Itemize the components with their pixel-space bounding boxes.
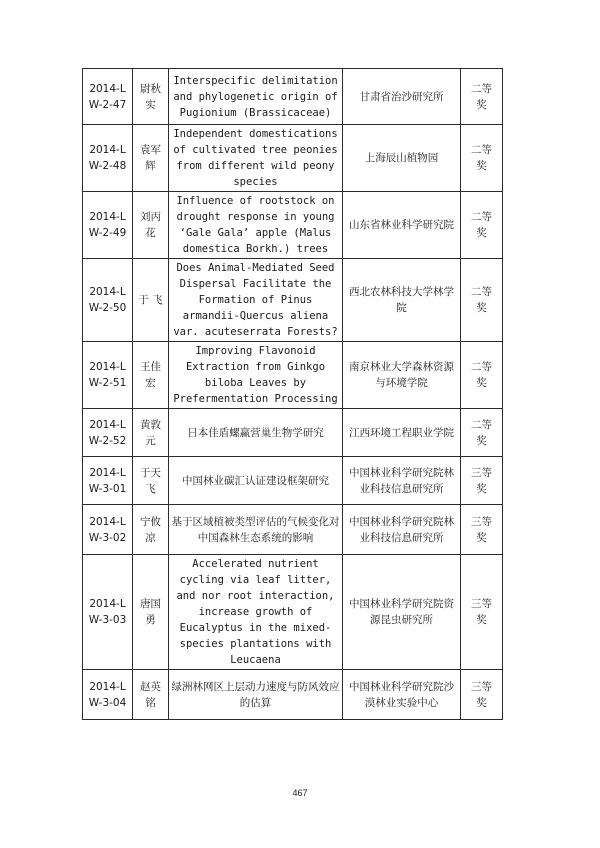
table-row bbox=[83, 555, 503, 670]
paper-title: Does Animal-Mediated Seed Dispersal Facilitate the Formation of Pinus armandii-Quercus aliena var. acuteserrata Forests? bbox=[169, 259, 343, 342]
award-grade: 三等奖 bbox=[461, 555, 503, 670]
author-name: 于天飞 bbox=[133, 457, 169, 505]
paper-title: 基于区域植被类型评估的气候变化对中国森林生态系统的影响 bbox=[169, 505, 343, 555]
organization: 甘肃省治沙研究所 bbox=[343, 69, 461, 125]
paper-title: Improving Flavonoid Extraction from Ginkgo biloba Leaves by Prefermentation Processing bbox=[169, 342, 343, 409]
organization: 上海辰山植物园 bbox=[343, 125, 461, 192]
organization: 南京林业大学森林资源与环境学院 bbox=[343, 342, 461, 409]
organization: 西北农林科技大学林学院 bbox=[343, 259, 461, 342]
page-number: 467 bbox=[292, 788, 308, 798]
award-grade: 三等奖 bbox=[461, 505, 503, 555]
paper-title: Accelerated nutrient cycling via leaf litter, and nor root interaction, increase growth of Eucalyptus in the mixed-species plantations with Leucaena bbox=[169, 555, 343, 670]
organization: 中国林业科学研究院林业科技信息研究所 bbox=[343, 457, 461, 505]
organization: 江西环境工程职业学院 bbox=[343, 409, 461, 457]
award-grade: 二等奖 bbox=[461, 192, 503, 259]
paper-title: Influence of rootstock on drought response in young ‘Gale Gala’ apple (Malus domestica Borkh.) trees bbox=[169, 192, 343, 259]
award-id: 2014-LW-2-51 bbox=[83, 342, 133, 409]
award-grade: 二等奖 bbox=[461, 409, 503, 457]
author-name: 黄敦元 bbox=[133, 409, 169, 457]
author-name: 于 飞 bbox=[133, 259, 169, 342]
award-id: 2014-LW-2-47 bbox=[83, 69, 133, 125]
award-id: 2014-LW-3-02 bbox=[83, 505, 133, 555]
table-row bbox=[83, 69, 503, 125]
award-id: 2014-LW-2-48 bbox=[83, 125, 133, 192]
table-row bbox=[83, 457, 503, 505]
table-row bbox=[83, 670, 503, 720]
awards-table bbox=[82, 68, 503, 720]
table-row bbox=[83, 259, 503, 342]
award-id: 2014-LW-2-49 bbox=[83, 192, 133, 259]
author-name: 袁军辉 bbox=[133, 125, 169, 192]
paper-title: 日本佳盾螺赢营巢生物学研究 bbox=[169, 409, 343, 457]
award-id: 2014-LW-3-01 bbox=[83, 457, 133, 505]
table-row bbox=[83, 505, 503, 555]
author-name: 尉秋实 bbox=[133, 69, 169, 125]
table-row bbox=[83, 342, 503, 409]
award-id: 2014-LW-2-50 bbox=[83, 259, 133, 342]
award-grade: 二等奖 bbox=[461, 125, 503, 192]
award-id: 2014-LW-3-04 bbox=[83, 670, 133, 720]
award-grade: 三等奖 bbox=[461, 670, 503, 720]
paper-title: 中国林业碳汇认证建设框架研究 bbox=[169, 457, 343, 505]
award-grade: 二等奖 bbox=[461, 259, 503, 342]
paper-title: Independent domestications of cultivated tree peonies from different wild peony species bbox=[169, 125, 343, 192]
organization: 中国林业科学研究院林业科技信息研究所 bbox=[343, 505, 461, 555]
paper-title: Interspecific delimitation and phylogenetic origin of Pugionium (Brassicaceae) bbox=[169, 69, 343, 125]
table-row bbox=[83, 192, 503, 259]
organization: 中国林业科学研究院资源昆虫研究所 bbox=[343, 555, 461, 670]
organization: 山东省林业科学研究院 bbox=[343, 192, 461, 259]
award-grade: 三等奖 bbox=[461, 457, 503, 505]
paper-title: 绿洲林网区上层动力速度与防风效应的估算 bbox=[169, 670, 343, 720]
award-grade: 二等奖 bbox=[461, 342, 503, 409]
author-name: 王佳宏 bbox=[133, 342, 169, 409]
table-row bbox=[83, 409, 503, 457]
table-row bbox=[83, 125, 503, 192]
award-id: 2014-LW-2-52 bbox=[83, 409, 133, 457]
organization: 中国林业科学研究院沙漠林业实验中心 bbox=[343, 670, 461, 720]
author-name: 刘丙花 bbox=[133, 192, 169, 259]
author-name: 宁攸凉 bbox=[133, 505, 169, 555]
award-grade: 二等奖 bbox=[461, 69, 503, 125]
author-name: 赵英铭 bbox=[133, 670, 169, 720]
award-id: 2014-LW-3-03 bbox=[83, 555, 133, 670]
author-name: 唐国勇 bbox=[133, 555, 169, 670]
